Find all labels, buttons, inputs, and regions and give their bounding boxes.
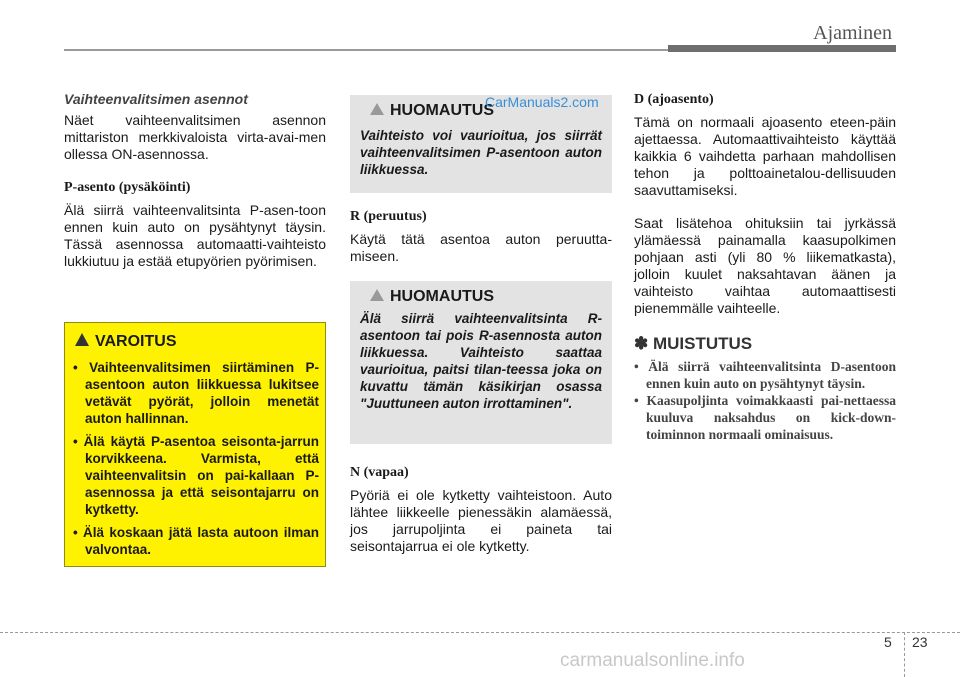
warning-item: • Älä koskaan jätä lasta autoon ilman valvontaa. xyxy=(73,525,319,557)
site-watermark: carmanualsonline.info xyxy=(560,650,745,671)
column-middle-lower xyxy=(350,464,612,555)
footer-rule xyxy=(0,632,960,633)
note-list xyxy=(634,358,896,443)
chapter-number: 5 xyxy=(884,634,892,650)
n-position-heading: N (vapaa) xyxy=(350,465,409,480)
watermark-text: CarManuals2.com xyxy=(485,94,599,110)
footer-divider xyxy=(904,632,905,677)
note-item: • Kaasupoljinta voimakkaasti pai-nettaessa kuuluva naksahdus on kick-down-toiminnon normaali ominaisuus. xyxy=(634,393,896,442)
warning-triangle-icon xyxy=(75,333,89,346)
warning-item: • Vaihteenvalitsimen siirtäminen P-asentoon auton liikkuessa lukitsee vetävät pyörät, jolloin menetät auton hallinnan. xyxy=(73,360,319,426)
caution-text: Vaihteisto voi vaurioitua, jos siirrät vaihteenvalitsimen P-asentoon auton liikkuessa. xyxy=(360,128,602,177)
warning-box xyxy=(64,322,326,567)
d-position-heading: D (ajoasento) xyxy=(634,92,714,107)
caution-title: HUOMAUTUS xyxy=(370,288,494,306)
caution-text: Älä siirrä vaihteenvalitsinta R-asentoon tai pois R-asennosta auton liikkuessa. Vaihteisto saattaa vaurioitua, paitsi tilan-teessa joka on kuvattu tämän käsikirjan osassa "Juuttuneen auton irrottaminen". xyxy=(360,311,602,411)
caution-triangle-icon xyxy=(370,289,384,301)
p-position-text: Älä siirrä vaihteenvalitsinta P-asen-toon ennen kuin auto on pysähtynyt täysin. Tässä asennossa automaatti-vaihteisto lukkiutuu ja estää etupyörien pyörimisen. xyxy=(64,202,326,269)
page-number: 23 xyxy=(912,634,928,650)
caution-triangle-icon xyxy=(370,103,384,115)
section-heading: Vaihteenvalitsimen asennot xyxy=(64,91,248,107)
caution-title: HUOMAUTUS xyxy=(370,102,494,120)
r-position-heading: R (peruutus) xyxy=(350,209,427,224)
intro-text: Näet vaihteenvalitsimen asennon mittariston merkkivaloista virta-avai-men ollessa ON-asennossa. xyxy=(64,112,326,162)
section-title: Ajaminen xyxy=(813,22,892,44)
warning-item: • Älä käytä P-asentoa seisonta-jarrun korvikkeena. Varmista, että vaihteenvalitsin on pai-kallaan P-asennossa ja että seisontajarru on kytketty. xyxy=(73,434,319,517)
warning-list xyxy=(73,359,319,564)
column-right xyxy=(634,91,896,443)
r-position-text: Käytä tätä asentoa auton peruutta-miseen. xyxy=(350,231,612,264)
note-title: ✽ MUISTUTUS xyxy=(634,334,753,353)
d-position-text: Tämä on normaali ajoasento eteen-päin ajettaessa. Automaattivaihteisto käyttää kaikkia 6 vaihdetta parhaan mahdollisen tehon ja polttoainetalou-dellisuuden saavuttamiseksi. xyxy=(634,114,896,198)
caution-box-2 xyxy=(350,281,612,444)
n-position-text: Pyöriä ei ole kytketty vaihteistoon. Auto lähtee liikkeelle pienessäkin alamäessä, jos jarrupoljinta ei paineta tai seisontajarrua ei ole kytketty. xyxy=(350,487,612,554)
p-position-heading: P-asento (pysäköinti) xyxy=(64,180,191,195)
column-middle xyxy=(350,208,612,265)
header-accent-bar xyxy=(668,45,896,52)
column-left xyxy=(64,91,326,270)
note-item: • Älä siirrä vaihteenvalitsinta D-asentoon ennen kuin auto on pysähtynyt täysin. xyxy=(634,359,896,391)
warning-title: VAROITUS xyxy=(75,333,176,351)
d-position-text-2: Saat lisätehoa ohituksiin tai jyrkässä ylämäessä painamalla kaasupolkimen pohjaan asti (yli 80 % liikematkasta), jolloin kuulet naksahtavan äänen ja vaihteisto vaihtaa automaattisesti pienemmälle vaihteelle. xyxy=(634,215,896,316)
